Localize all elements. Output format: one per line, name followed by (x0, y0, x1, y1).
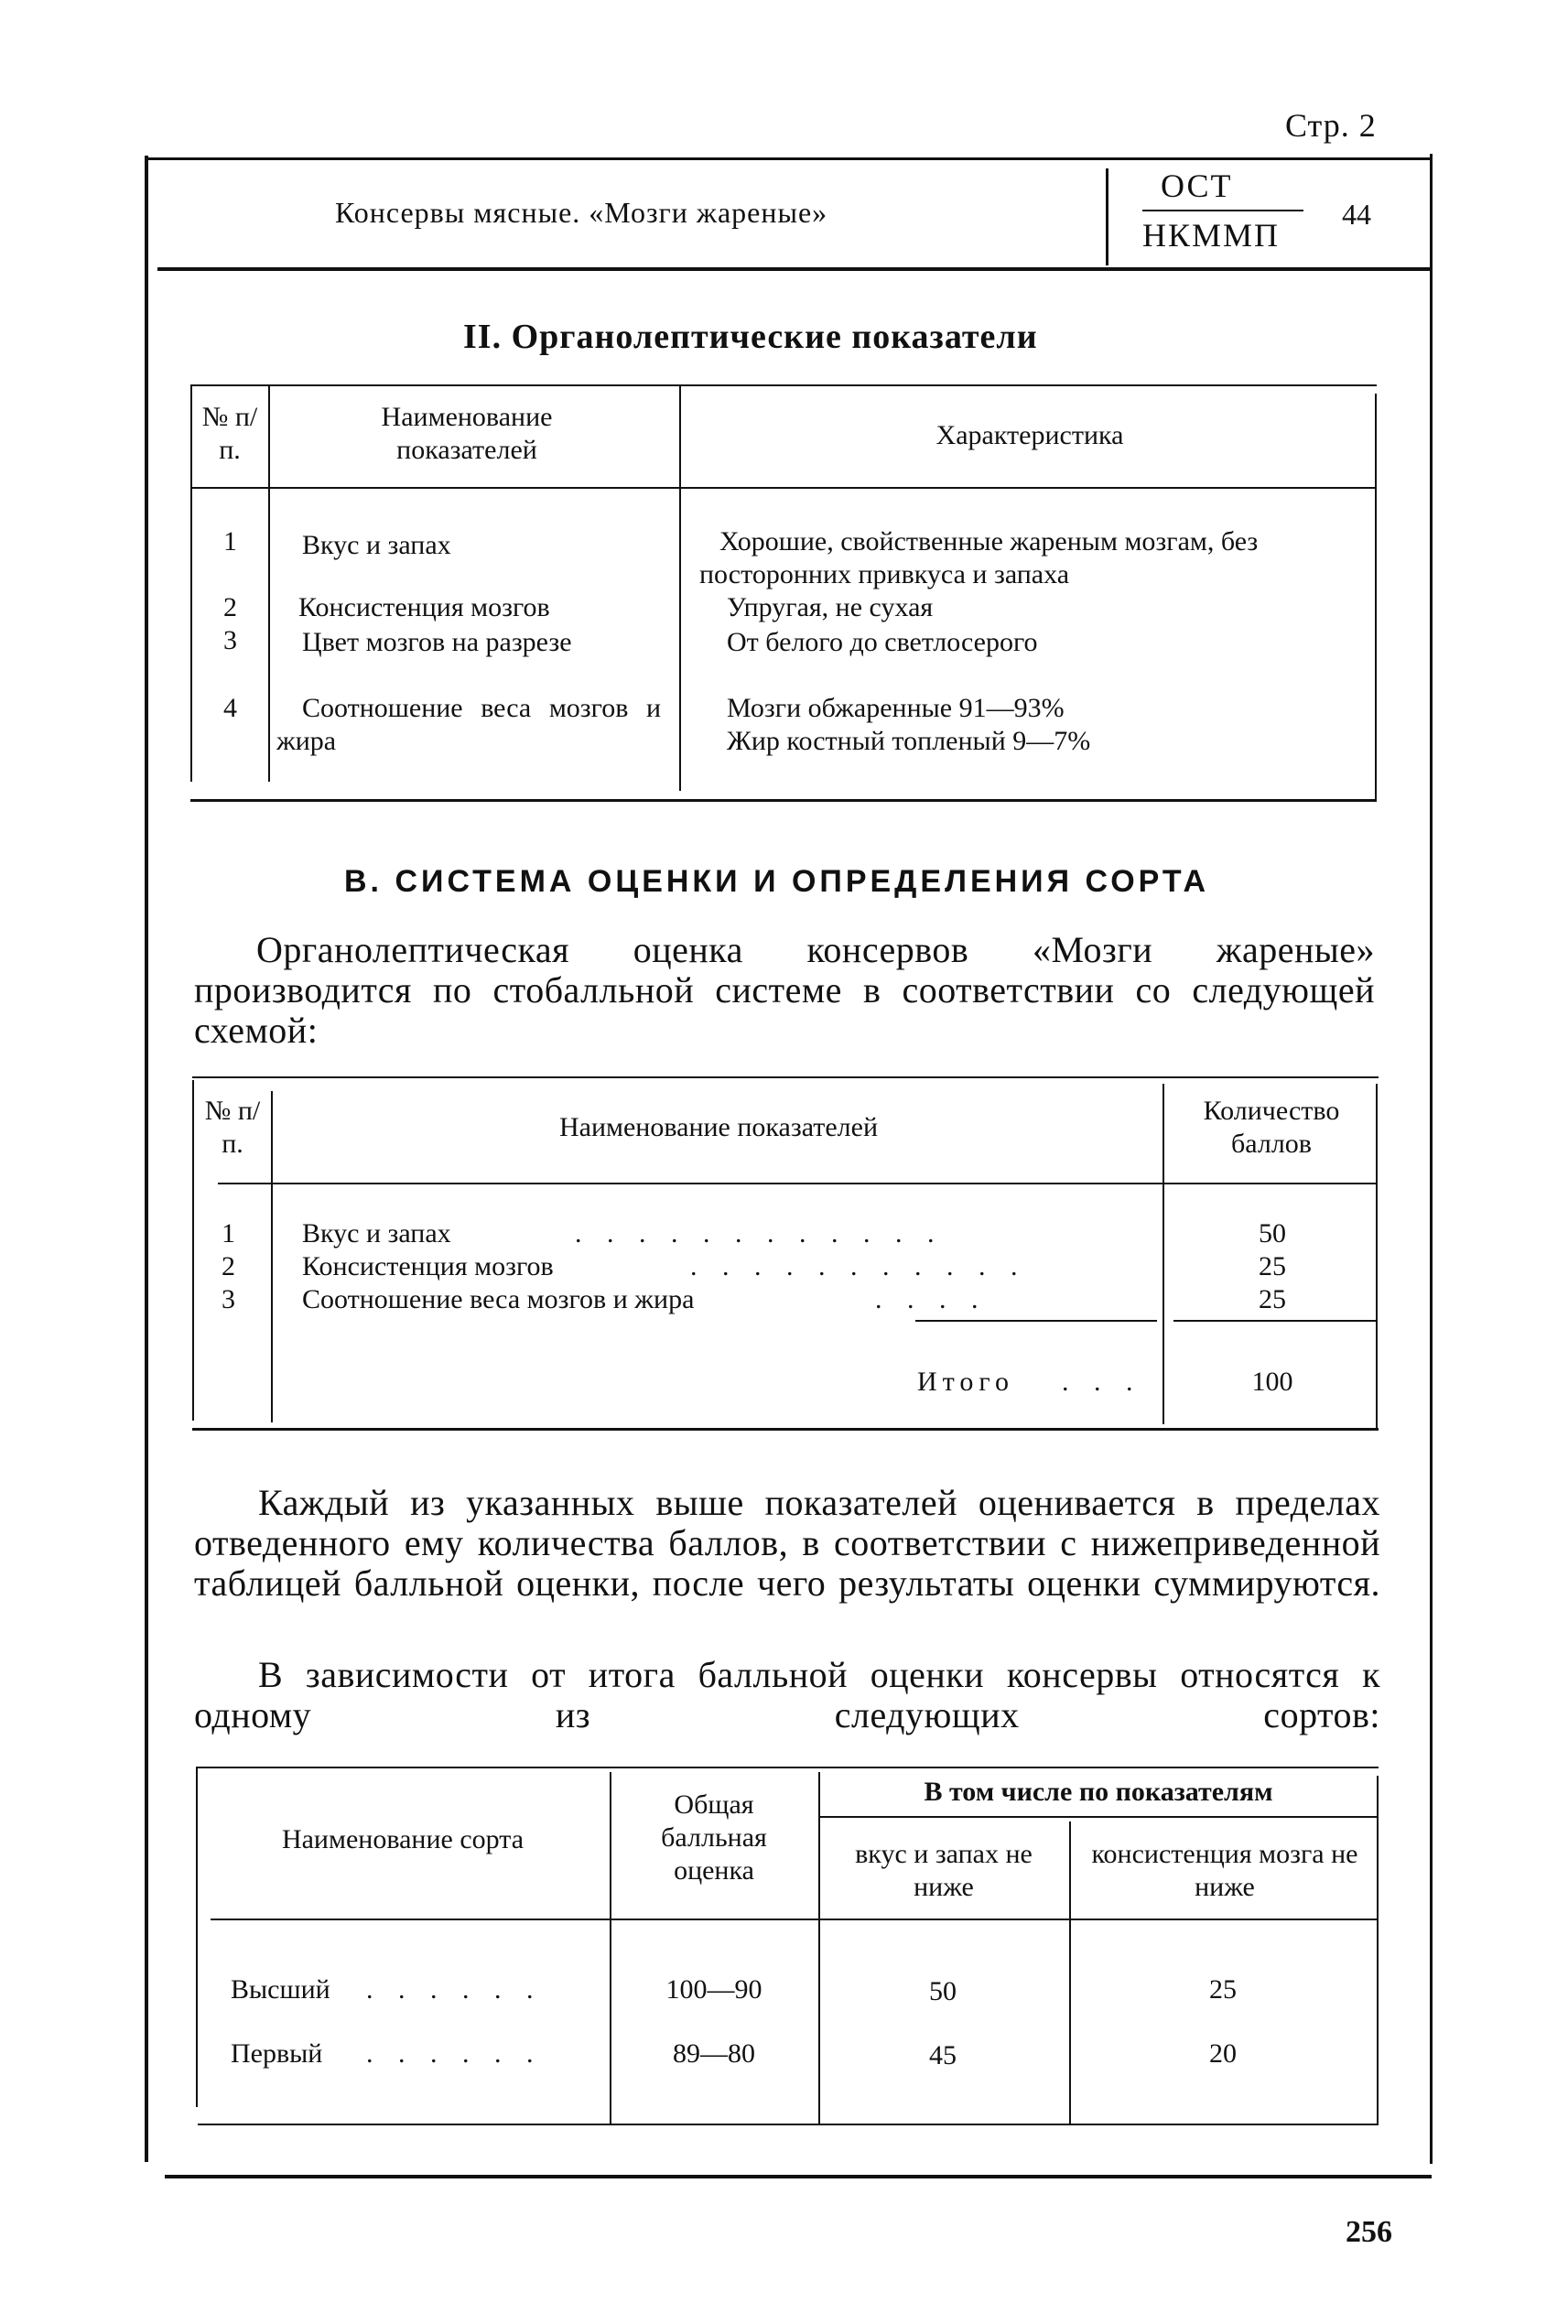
table2-row3-score: 25 (1259, 1284, 1286, 1314)
table3-col3-rule (1069, 1821, 1071, 2124)
table1-row4-char2: Жир костный топленый 9—7% (727, 726, 1091, 756)
table3-right-rule (1377, 1776, 1379, 2124)
standard-number: 44 (1342, 198, 1371, 231)
standard-fraction-bar (1142, 210, 1303, 211)
document-title: Консервы мясные. «Мозги жареные» (335, 196, 828, 229)
table2-right-rule (1376, 1084, 1378, 1428)
table1-row3-name: Цвет мозгов на разрезе (302, 627, 572, 657)
table2-row2-num: 2 (222, 1251, 235, 1281)
table1-header-name: Наименование показателей (381, 402, 553, 465)
table2-row1-num: 1 (222, 1218, 235, 1248)
table2-row1-leader: . . . . . . . . . . . . (575, 1218, 944, 1248)
frame-bottom-rule (165, 2175, 1432, 2178)
page-number: Стр. 2 (1285, 107, 1377, 144)
table3-group-rule (820, 1816, 1377, 1818)
table3-header-consist: консистенция мозга не ниже (1091, 1839, 1358, 1902)
table1-row1-name: Вкус и запах (302, 530, 451, 560)
table1-header-rule (190, 487, 1377, 489)
table3-row2-name: Первый (231, 2038, 323, 2069)
table2-top-rule (192, 1076, 1379, 1078)
table2-header-num: № п/п. (204, 1096, 261, 1159)
table3-left-rule (196, 1768, 198, 2107)
table3-bottom-rule (198, 2124, 1379, 2125)
table1-row2-char: Упругая, не сухая (727, 592, 934, 622)
frame-right-rule (1430, 154, 1433, 2164)
frame-left-rule (145, 156, 148, 2162)
folio-number: 256 (1346, 2215, 1392, 2249)
table2-row2-leader: . . . . . . . . . . . (690, 1251, 1027, 1281)
table1-row3-num: 3 (223, 625, 237, 655)
table1-row1-num: 1 (223, 526, 237, 557)
table3-row2-consist: 20 (1209, 2038, 1237, 2069)
table1-row2-num: 2 (223, 592, 237, 622)
table1-col1-rule (268, 384, 270, 782)
table2-header-rule (218, 1183, 1377, 1184)
table1-top-rule (190, 384, 1377, 386)
table3-row1-taste: 50 (929, 1976, 957, 2006)
table2-row1-name: Вкус и запах (302, 1218, 451, 1248)
table3-row1-consist: 25 (1209, 1974, 1237, 2005)
section-b-intro: Органолептическая оценка консервов «Мозги жареные» производится по стобалльной системе в соответствии со следующей схемой: (194, 929, 1375, 1051)
frame-top-rule (145, 157, 1432, 160)
table3-col2-rule (818, 1772, 820, 2124)
table2-score-subtotal-rule (1173, 1320, 1377, 1322)
table3-header-taste: вкус и запах не ниже (855, 1839, 1033, 1902)
table3-row2-total: 89—80 (673, 2038, 755, 2069)
table3-header-group: В том числе по показателям (924, 1777, 1273, 1807)
table2-row3-num: 3 (222, 1284, 235, 1314)
table1-left-rule (190, 384, 192, 782)
table2-row2-name: Консистенция мозгов (302, 1251, 554, 1281)
table1-right-rule (1375, 394, 1377, 800)
table2-col2-rule (1162, 1084, 1164, 1424)
table3-header-total: Общая балльная оценка (661, 1789, 767, 1886)
table1-header-num: № п/п. (201, 402, 258, 465)
table1-row4-num: 4 (223, 693, 237, 723)
table1-row1-char: Хорошие, свойственные жареным мозгам, без посторонних привкуса и запаха (699, 526, 1259, 589)
table1-row2-name: Консистенция мозгов (298, 592, 550, 622)
table2-row1-score: 50 (1259, 1218, 1286, 1248)
section-b-title: В. СИСТЕМА ОЦЕНКИ И ОПРЕДЕЛЕНИЯ СОРТА (344, 864, 1210, 899)
table3-row1-total: 100—90 (665, 1974, 762, 2005)
paragraph-grades: В зависимости от итога балльной оценки консервы относятся к одному из следующих сортов: (194, 1654, 1380, 1735)
section-ii-title: II. Органолептические показатели (463, 318, 1038, 356)
table1-row4-char: Мозги обжаренные 91—93% (727, 693, 1065, 723)
table3-row1-name: Высший (231, 1974, 330, 2005)
table2-bottom-rule (192, 1428, 1379, 1431)
table2-total-label: Итого (917, 1367, 1014, 1397)
standard-type: ОСТ (1161, 168, 1233, 204)
table3-row2-taste: 45 (929, 2040, 957, 2070)
table3-col1-rule (610, 1772, 611, 2124)
table3-top-rule (196, 1767, 1379, 1768)
table2-subtotal-rule (915, 1320, 1157, 1322)
table2-header-score: Количество баллов (1203, 1096, 1340, 1159)
table1-header-char: Характеристика (935, 420, 1124, 450)
table2-row3-name: Соотношение веса мозгов и жира (302, 1284, 695, 1314)
table1-row4-name: Соотношение веса мозгов и жира (276, 693, 661, 756)
table1-col2-rule (679, 384, 681, 791)
table2-header-name: Наименование показателей (558, 1112, 879, 1142)
header-divider (1106, 168, 1108, 265)
table1-bottom-rule (190, 799, 1377, 802)
table2-total-leader: . . . (1062, 1367, 1142, 1397)
table3-header-rule (211, 1919, 1379, 1920)
table3-header-name: Наименование сорта (281, 1824, 524, 1854)
table2-row2-score: 25 (1259, 1251, 1286, 1281)
table2-row3-leader: . . . . (875, 1284, 988, 1314)
header-bottom-rule (157, 267, 1432, 271)
table2-left-rule (192, 1080, 194, 1421)
table3-row1-leader: . . . . . . (366, 1974, 543, 2005)
table1-row3-char: От белого до светлосерого (727, 627, 1038, 657)
standard-organization: НКММП (1142, 217, 1281, 254)
table2-total-value: 100 (1251, 1367, 1293, 1397)
table3-row2-leader: . . . . . . (366, 2038, 543, 2069)
table2-col1-rule (271, 1091, 273, 1422)
paragraph-scoring: Каждый из указанных выше показателей оценивается в пределах отведенного ему количества баллов, в соответствии с нижеприведенной таблицей балльной оценки, после чего результаты оценки суммируются. (194, 1482, 1380, 1604)
